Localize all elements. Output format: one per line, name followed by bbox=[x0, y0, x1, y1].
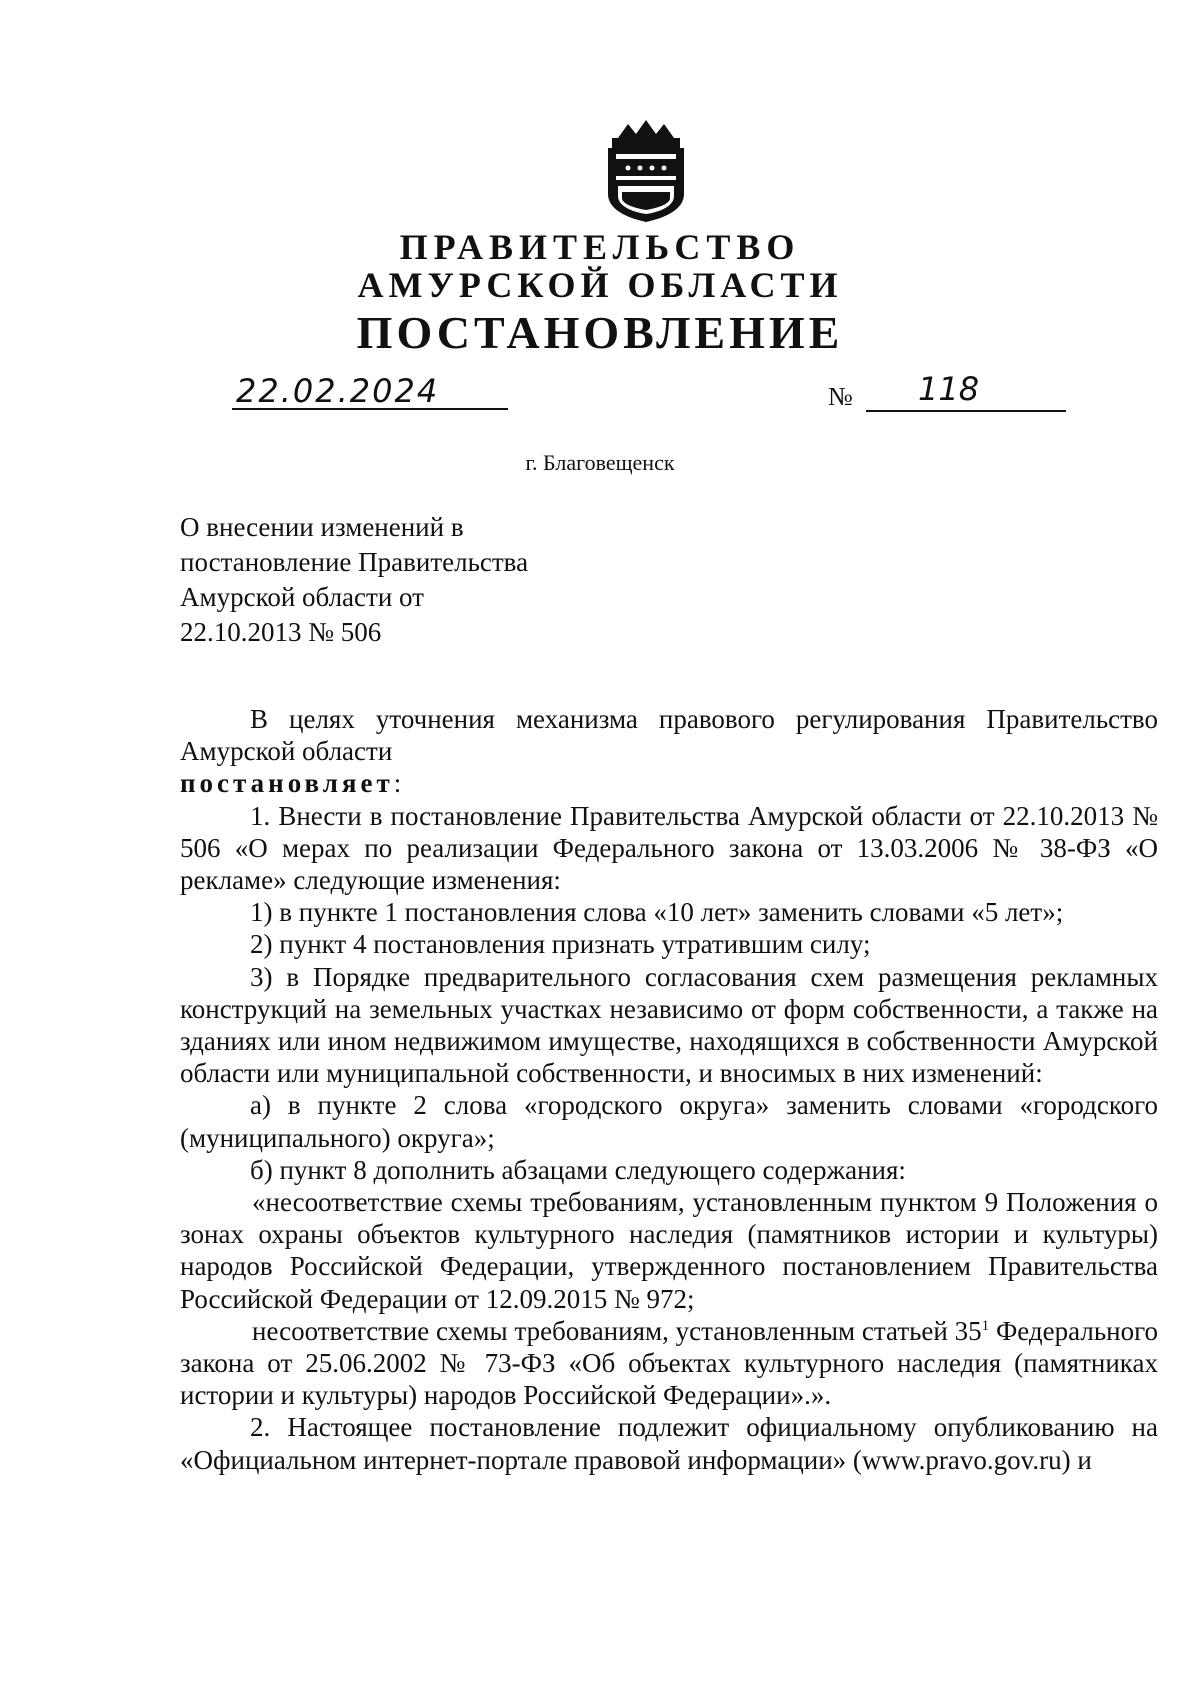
quote-paragraph-2 bbox=[180, 1315, 1158, 1412]
quote-2-text-cont: Федерального закона от 25.06.2002 № 73-ФЗ «Об объектах культурного наследия (памятниках истории и культуры) народов Российской Федерации».». bbox=[180, 1315, 1159, 1411]
document-number: 118 bbox=[918, 370, 980, 408]
item-2: 2. Настоящее постановление подлежит официальному опубликованию на «Официальном интернет-портале правовой информации» (www.pravo.gov.ru) и bbox=[180, 1412, 1158, 1475]
item-1-3: 3) в Порядке предварительного согласования схем размещения рекламных конструкций на земельных участках независимо от форм собственности, а также на зданиях или ином недвижимом имуществе, находящихся в собственности Амурской области или муниципальной собственности, и вносимых в них изменений: bbox=[180, 961, 1158, 1089]
subject-line: 22.10.2013 № 506 bbox=[180, 617, 382, 647]
subject-line: постановление Правительства bbox=[180, 547, 529, 577]
organization-name-line2: АМУРСКОЙ ОБЛАСТИ bbox=[357, 265, 843, 305]
number-underline bbox=[866, 410, 1066, 412]
number-sign: № bbox=[828, 382, 853, 411]
resolves-colon: : bbox=[393, 768, 402, 799]
subject-line: О внесении изменений в bbox=[180, 512, 464, 542]
intro-paragraph: В целях уточнения механизма правового регулирования Правительство Амурской области bbox=[180, 704, 1158, 767]
item-1-2: 2) пункт 4 постановления признать утратившим силу; bbox=[250, 929, 871, 960]
item-1-1: 1) в пункте 1 постановления слова «10 лет» заменить словами «5 лет»; bbox=[250, 897, 1064, 928]
document-body bbox=[180, 703, 1158, 1476]
quote-paragraph-1: «несоответствие схемы требованиям, установленным пунктом 9 Положения о зонах охраны объектов культурного наследия (памятников истории и культуры) народов Российской Федерации, утвержденного постановлением Правительства Российской Федерации от 12.09.2015 № 972; bbox=[180, 1187, 1158, 1314]
coat-of-arms-icon bbox=[598, 118, 694, 222]
resolves-line bbox=[180, 767, 1158, 799]
document-subject bbox=[180, 510, 528, 650]
item-1-3-a: а) в пункте 2 слова «городского округа» заменить словами «городского (муниципального) округа»; bbox=[180, 1090, 1158, 1153]
resolves-word: постановляет bbox=[180, 768, 394, 799]
document-date: 22.02.2024 bbox=[236, 372, 440, 410]
item-1-3-b: б) пункт 8 дополнить абзацами следующего содержания: bbox=[250, 1154, 906, 1185]
city-name: г. Благовещенск bbox=[525, 450, 675, 475]
organization-name-line1: ПРАВИТЕЛЬСТВО bbox=[399, 227, 801, 267]
quote-2-text: несоответствие схемы требованиям, установленным статьей 35 bbox=[252, 1315, 982, 1346]
article-superscript: 1 bbox=[981, 1317, 990, 1334]
subject-line: Амурской области от bbox=[180, 582, 424, 612]
item-1: 1. Внести в постановление Правительства Амурской области от 22.10.2013 № 506 «О мерах по реализации Федерального закона от 13.03.2006 № 38-ФЗ «О рекламе» следующие изменения: bbox=[180, 800, 1158, 896]
document-type-title: ПОСТАНОВЛЕНИЕ bbox=[356, 307, 844, 358]
